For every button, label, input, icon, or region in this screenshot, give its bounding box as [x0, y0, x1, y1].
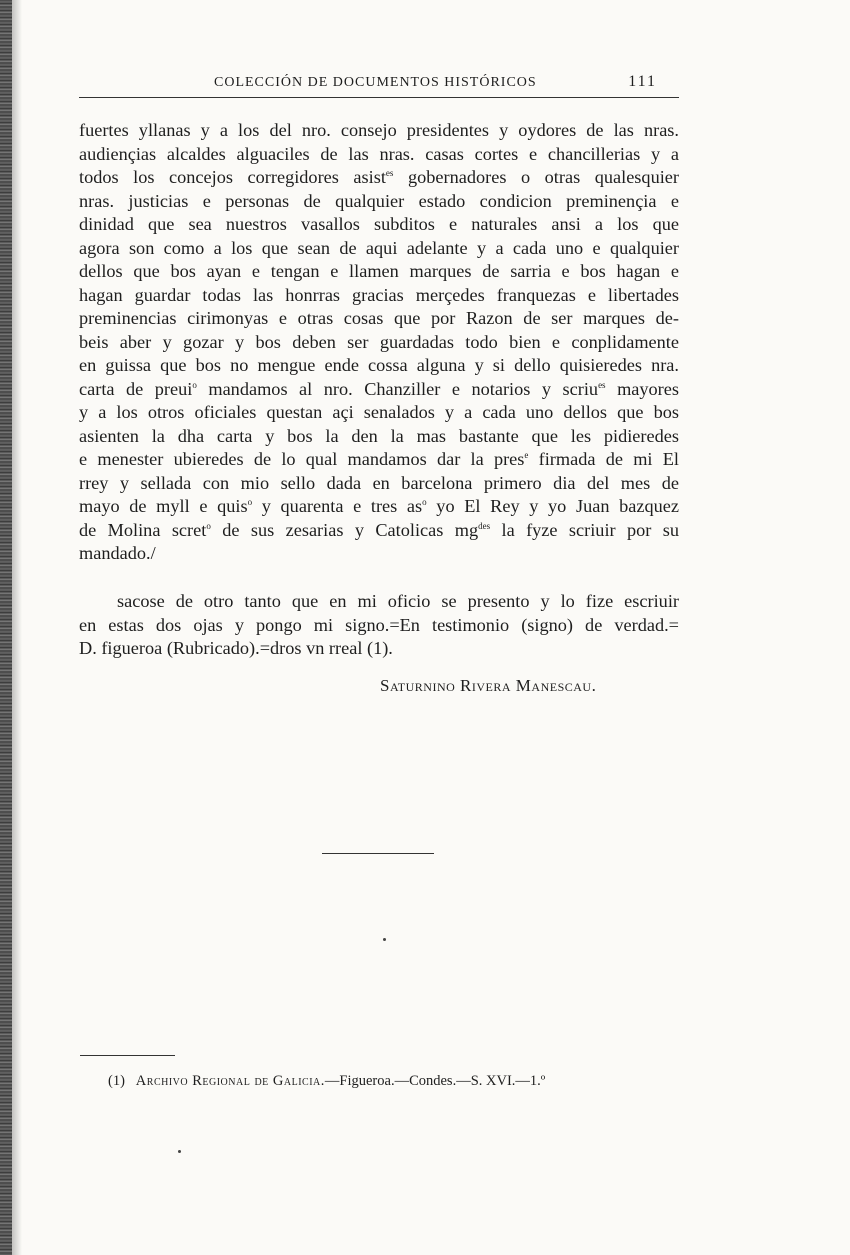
- text-line: rrey y sellada con mio sello dada en barcelona primero dia del mes de: [79, 472, 679, 493]
- footnote-reference: —Figueroa.—Condes.—S. XVI.—1.º: [324, 1073, 546, 1089]
- text-line: y a los otros oficiales questan açi senalados y a cada uno dellos que bos: [79, 402, 679, 422]
- text-line: en guissa que bos no mengue ende cossa alguna y si dello quisieredes nra.: [79, 355, 679, 375]
- document-paragraph-1: [79, 119, 679, 566]
- text-line: fuertes yllanas y a los del nro. consejo presidentes y oydores de las nras.: [79, 120, 679, 140]
- text-line: D. figueroa (Rubricado).=dros vn rreal (1).: [79, 638, 393, 658]
- text-line: mandado./: [79, 543, 156, 563]
- text-line: agora son como a los que sean de aqui adelante y a cada uno e qualquier: [79, 237, 679, 258]
- header-title: COLECCIÓN DE DOCUMENTOS HISTÓRICOS: [214, 75, 537, 90]
- author-signature: Saturnino Rivera Manescau.: [380, 676, 597, 695]
- text-line: dellos que bos ayan e tengan e llamen marques de sarria e bos hagan e: [79, 261, 679, 281]
- text-line: preminencias cirimonyas e otras cosas que por Razon de ser marques de-: [79, 308, 679, 328]
- text-line: hagan guardar todas las honrras gracias merçedes franquezas e libertades: [79, 284, 679, 305]
- section-divider: [322, 853, 434, 854]
- text-line: de Molina scret$^o$ de sus zesarias y Catolicas $mg^{des}$ la fyze scriuir por su: [79, 519, 679, 540]
- document-paragraph-2: [79, 590, 679, 661]
- page-number: 111: [628, 73, 657, 90]
- text-line: mayo de myll e quis$^o$ y quarenta e tres $as^o$ yo El Rey y yo Juan bazquez: [79, 496, 679, 516]
- running-header: [79, 73, 679, 98]
- footnote-marker: (1): [108, 1073, 125, 1089]
- binding-shadow: [12, 0, 22, 1255]
- text-line: beis aber y gozar y bos deben ser guardadas todo bien e conplidamente: [79, 331, 679, 352]
- text-line: e menester ubieredes de lo qual mandamos dar la pres$^e$ firmada de mi El: [79, 449, 679, 469]
- print-speck: [178, 1150, 181, 1153]
- text-line: en estas dos ojas y pongo mi signo.=En testimonio (signo) de verdad.=: [79, 614, 679, 635]
- footnote-rule: [80, 1055, 175, 1056]
- text-line: dinidad que sea nuestros vasallos subditos e naturales ansi a los que: [79, 214, 679, 234]
- footnote: [108, 1073, 688, 1090]
- text-line: carta de preui$^o$ mandamos al nro. Chanziller e notarios y scriu$^{es}$ mayores: [79, 378, 679, 399]
- book-binding-edge: [0, 0, 12, 1255]
- text-line: asienten la dha carta y bos la den la mas bastante que les pidieredes: [79, 425, 679, 446]
- text-line: audiençias alcaldes alguaciles de las nras. casas cortes e chancillerias y a: [79, 143, 679, 164]
- print-speck: [383, 938, 386, 941]
- text-line: sacose de otro tanto que en mi oficio se presento y lo fize escriuir: [117, 591, 679, 611]
- text-line: todos los concejos corregidores asist$^{es}$ gobernadores o otras qualesquier: [79, 167, 679, 187]
- footnote-archive: Archivo Regional de Galicia.: [135, 1073, 325, 1089]
- text-line: nras. justicias e personas de qualquier estado condicion preminençia e: [79, 190, 679, 211]
